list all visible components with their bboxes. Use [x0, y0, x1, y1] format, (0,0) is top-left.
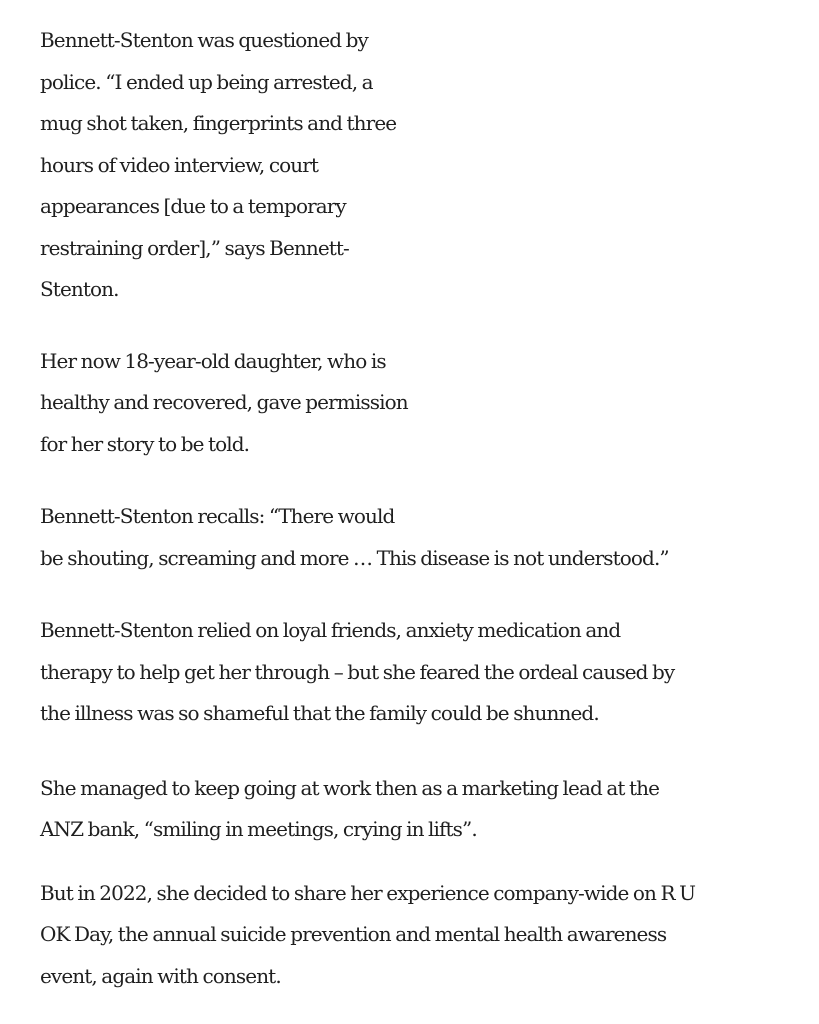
paragraph-arrest [40, 20, 800, 311]
text-line: event, again with consent. [40, 963, 281, 988]
text-line: ANZ bank, “smiling in meetings, crying in lifts”. [40, 817, 477, 841]
text-line: healthy and recovered, gave permission [40, 390, 408, 414]
text-line: But in 2022, she decided to share her experience company-wide on R U [40, 880, 696, 905]
paragraph-support [40, 610, 800, 735]
text-line: police. “I ended up being arrested, a [40, 69, 373, 94]
text-line: Bennett-Stenton recalls: “There would [40, 504, 395, 528]
paragraph-recalls [40, 496, 800, 579]
text-line: appearances [due to a temporary [40, 194, 346, 218]
text-line: for her story to be told. [40, 431, 250, 456]
paragraph-daughter [40, 341, 800, 466]
paragraph-work [40, 768, 800, 851]
text-line: Stenton. [40, 277, 119, 301]
paragraph-gap [40, 735, 800, 768]
text-line: restraining order],” says Bennett- [40, 235, 349, 260]
text-line: She managed to keep going at work then as a marketing lead at the [40, 775, 660, 800]
text-line: mug shot taken, fingerprints and three [40, 111, 397, 135]
text-line: Bennett-Stenton was questioned by [40, 28, 368, 52]
article-body [40, 20, 800, 997]
paragraph-gap [40, 311, 800, 341]
paragraph-gap [40, 465, 800, 496]
text-line: Bennett-Stenton relied on loyal friends, anxiety medication and [40, 618, 621, 642]
paragraph-ruok [40, 873, 800, 998]
text-line: the illness was so shameful that the family could be shunned. [40, 701, 599, 725]
text-line: be shouting, screaming and more … This disease is not understood.” [40, 545, 669, 570]
text-line: therapy to help get her through – but she feared the ordeal caused by [40, 659, 675, 684]
paragraph-gap [40, 579, 800, 610]
text-line: Her now 18-year-old daughter, who is [40, 348, 386, 373]
text-line: OK Day, the annual suicide prevention and mental health awareness [40, 922, 667, 946]
paragraph-gap [40, 851, 800, 873]
text-line: hours of video interview, court [40, 152, 319, 177]
